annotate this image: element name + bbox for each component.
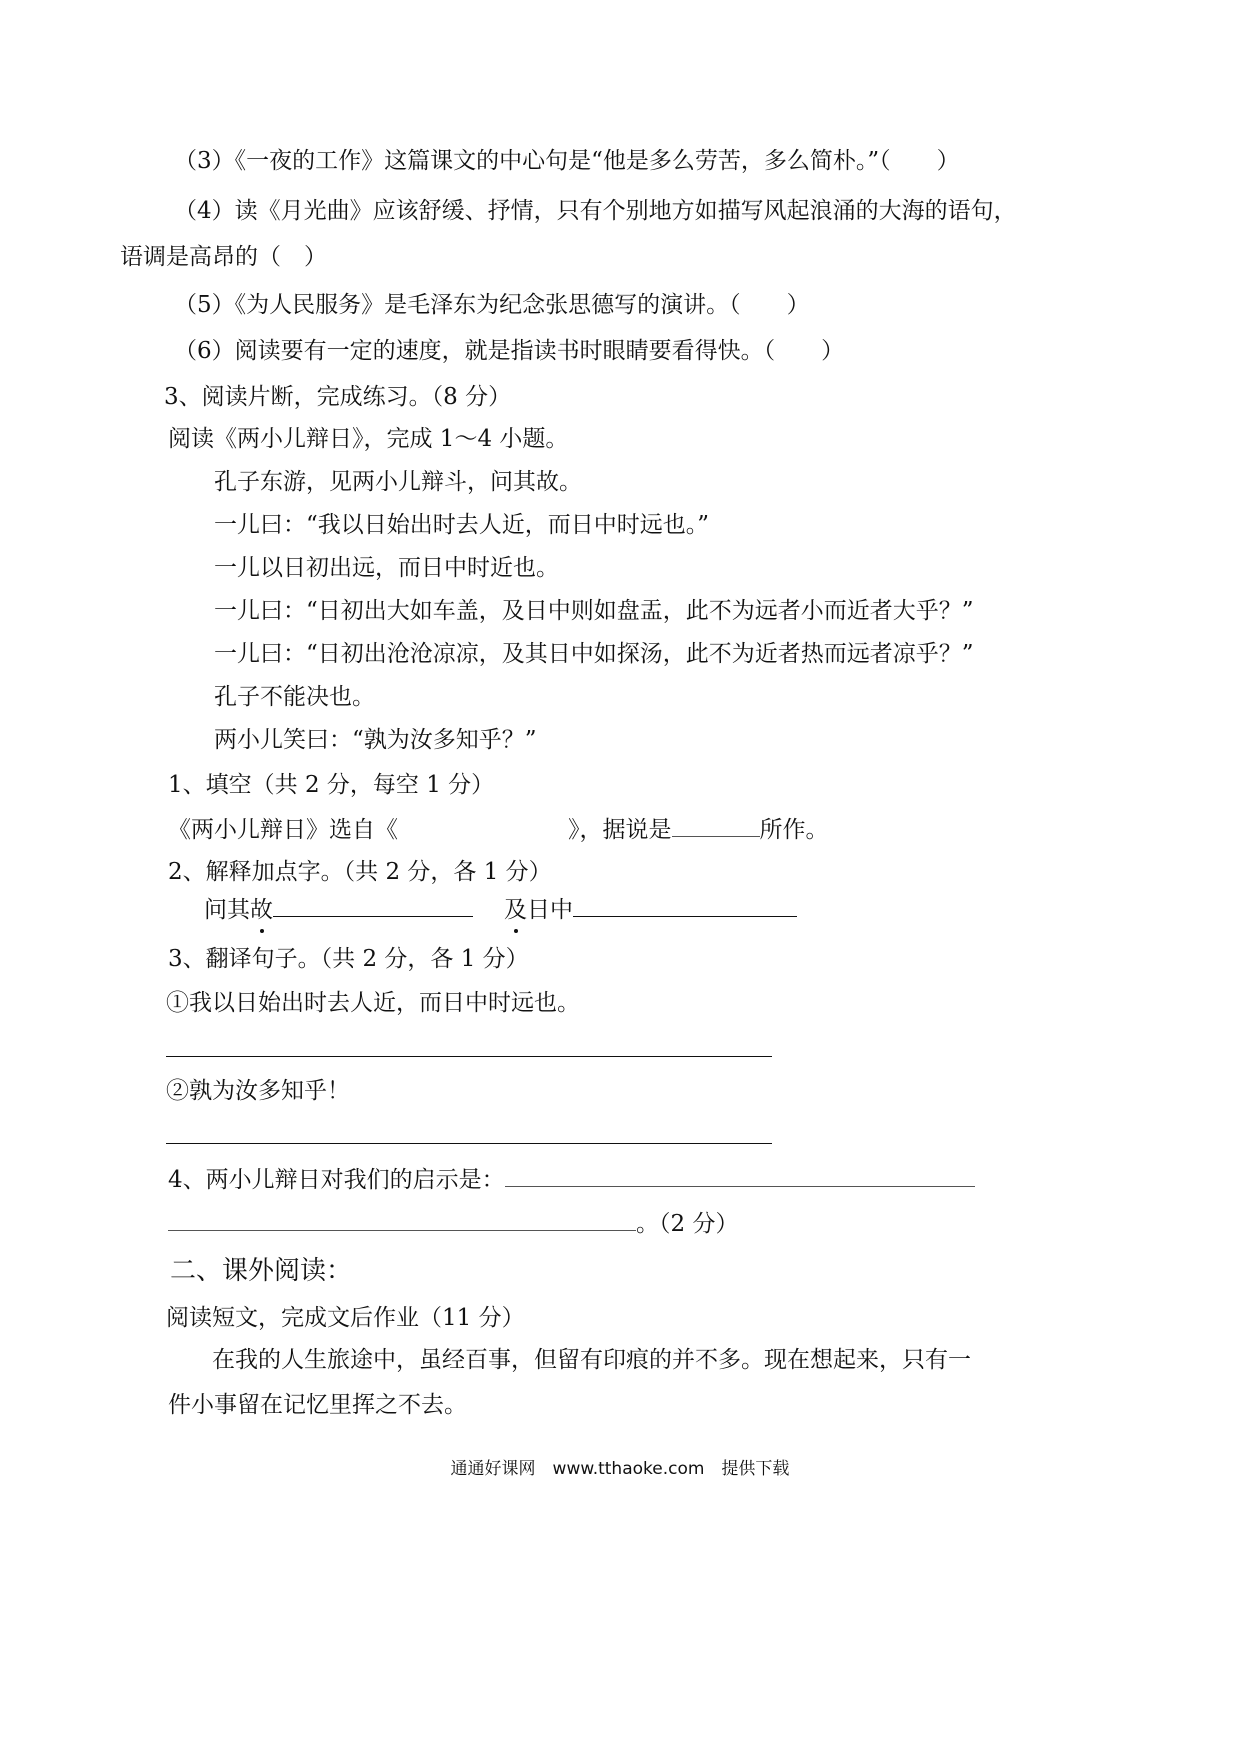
q4-prompt — [168, 1164, 975, 1195]
q2-title: 2、解释加点字。（共 2 分，各 1 分） — [168, 859, 552, 885]
q1-text-part2: 》，据说是 — [568, 817, 672, 843]
passage-line: 孔子东游，见两小儿辩斗，问其故。 — [214, 469, 582, 495]
footer-credit: 通通好课网 www.tthaoke.com 提供下载 — [450, 1459, 790, 1479]
judge-q6: （6）阅读要有一定的速度，就是指读书时眼睛要看得快。（ ） — [174, 338, 845, 364]
q2-item2-dotted-char: 及 — [504, 897, 527, 923]
passage-line: 一儿曰：“日初出沧沧凉凉，及其日中如探汤，此不为近者热而远者凉乎？” — [214, 641, 974, 667]
section3-title: 3、阅读片断，完成练习。（8 分） — [164, 384, 512, 410]
q2-item1-answer-blank[interactable] — [273, 894, 473, 917]
passage-line: 一儿曰：“日初出大如车盖，及日中则如盘盂，此不为远者小而近者大乎？” — [214, 598, 974, 624]
judge-q4-line2: 语调是高昂的（ ） — [120, 244, 327, 270]
part2-paragraph-line2: 件小事留在记忆里挥之不去。 — [168, 1392, 467, 1418]
section3-instruction: 阅读《两小儿辩日》，完成 1～4 小题。 — [168, 426, 569, 452]
q3-sentence2: ②孰为汝多知乎！ — [166, 1078, 350, 1104]
q1-title: 1、填空（共 2 分，每空 1 分） — [168, 772, 495, 798]
q1-fill-line — [168, 814, 829, 845]
q3-answer-line-2[interactable] — [166, 1143, 772, 1144]
passage-line: 孔子不能决也。 — [214, 684, 375, 710]
q3-answer-line-1[interactable] — [166, 1056, 772, 1057]
part2-heading: 二、课外阅读： — [170, 1256, 353, 1286]
q2-item2-text: 日中 — [527, 897, 573, 923]
judge-q3: （3）《一夜的工作》这篇课文的中心句是“他是多么劳苦，多么简朴。”（ ） — [174, 148, 960, 174]
passage-line: 一儿曰：“我以日始出时去人近，而日中时远也。” — [214, 512, 710, 538]
q4-label: 4、两小儿辩日对我们的启示是： — [168, 1167, 505, 1193]
q4-answer-blank-1[interactable] — [505, 1164, 975, 1187]
q4-continuation — [168, 1208, 738, 1239]
q3-title: 3、翻译句子。（共 2 分，各 1 分） — [168, 946, 529, 972]
q2-item2 — [504, 894, 797, 925]
q2-item2-answer-blank[interactable] — [573, 894, 797, 917]
q4-score: 。（2 分） — [636, 1211, 739, 1237]
q4-answer-blank-2[interactable] — [168, 1208, 636, 1231]
q2-item1 — [204, 894, 473, 925]
q3-sentence1: ①我以日始出时去人近，而日中时远也。 — [166, 990, 580, 1016]
q1-author-blank[interactable] — [672, 814, 760, 837]
q1-text-part3: 所作。 — [759, 817, 829, 843]
q1-text-part1: 《两小儿辩日》选自《 — [168, 817, 398, 843]
q2-item1-dotted-char: 故 — [250, 897, 273, 923]
passage-line: 两小儿笑曰：“孰为汝多知乎？” — [214, 727, 537, 753]
judge-q5: （5）《为人民服务》是毛泽东为纪念张思德写的演讲。（ ） — [174, 292, 810, 318]
part2-paragraph-line1: 在我的人生旅途中，虽经百事，但留有印痕的并不多。现在想起来，只有一 — [212, 1347, 971, 1373]
part2-instruction: 阅读短文，完成文后作业（11 分） — [166, 1305, 525, 1331]
passage-line: 一儿以日初出远，而日中时近也。 — [214, 555, 559, 581]
judge-q4-line1: （4）读《月光曲》应该舒缓、抒情，只有个别地方如描写风起浪涌的大海的语句， — [174, 198, 1017, 224]
q2-item1-text: 问其 — [204, 897, 250, 923]
